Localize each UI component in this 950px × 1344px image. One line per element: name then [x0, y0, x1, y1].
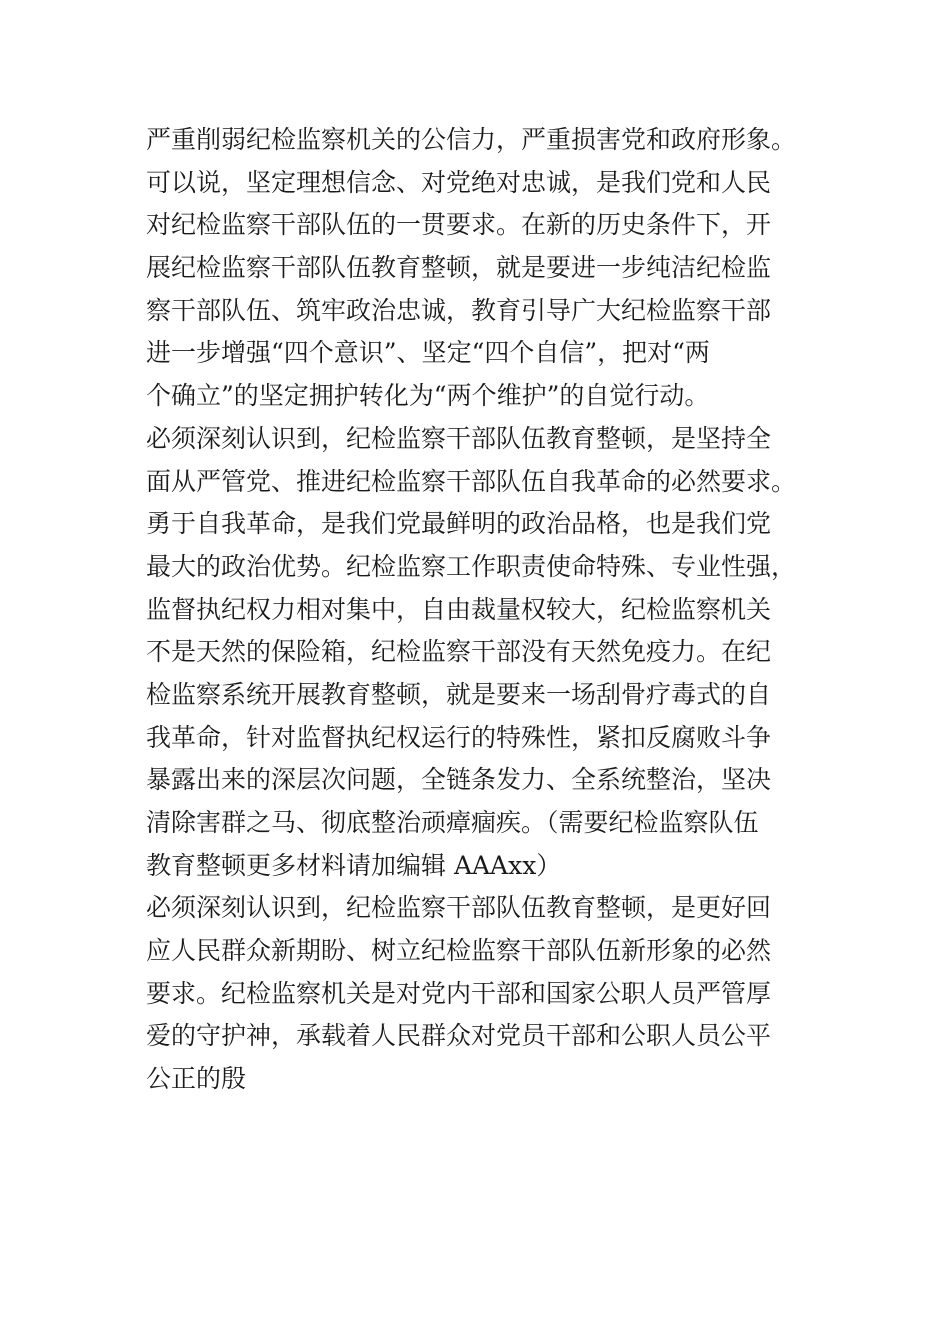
- text-line: 暴露出来的深层次问题，全链条发力、全系统整治，坚决: [146, 765, 772, 795]
- body-text: [146, 119, 826, 1101]
- text-line: 个确立”的坚定拥护转化为“两个维护”的自觉行动。: [146, 381, 710, 411]
- text-line: 应人民群众新期盼、树立纪检监察干部队伍新形象的必然: [146, 936, 772, 966]
- text-line: 察干部队伍、筑牢政治忠诚，教育引导广大纪检监察干部: [146, 295, 772, 325]
- text-line: 教育整顿更多材料请加编辑 AAAxx）: [146, 850, 562, 880]
- text-line: 进一步增强“四个意识”、坚定“四个自信”，把对“两: [146, 338, 710, 368]
- text-line: 检监察系统开展教育整顿，就是要来一场刮骨疗毒式的自: [146, 679, 772, 709]
- text-line: 可以说，坚定理想信念、对党绝对忠诚，是我们党和人民: [146, 167, 772, 197]
- text-line: 最大的政治优势。纪检监察工作职责使命特殊、专业性强，: [146, 551, 797, 581]
- text-line: 我革命，针对监督执纪权运行的特殊性，紧扣反腐败斗争: [146, 722, 772, 752]
- text-line: 勇于自我革命，是我们党最鲜明的政治品格，也是我们党: [146, 509, 772, 539]
- text-line: 不是天然的保险箱，纪检监察干部没有天然免疫力。在纪: [146, 637, 772, 667]
- text-line: 对纪检监察干部队伍的一贯要求。在新的历史条件下，开: [146, 210, 772, 240]
- text-line: 必须深刻认识到，纪检监察干部队伍教育整顿，是更好回: [146, 893, 772, 923]
- text-line: 要求。纪检监察机关是对党内干部和国家公职人员严管厚: [146, 978, 772, 1008]
- text-line: 监督执纪权力相对集中，自由裁量权较大，纪检监察机关: [146, 594, 772, 624]
- text-line: 公正的殷: [146, 1064, 247, 1094]
- text-line: 清除害群之马、彻底整治顽瘴痼疾。（需要纪检监察队伍: [146, 808, 759, 837]
- text-line: 展纪检监察干部队伍教育整顿，就是要进一步纯洁纪检监: [146, 253, 772, 283]
- text-line: 面从严管党、推进纪检监察干部队伍自我革命的必然要求。: [146, 466, 797, 496]
- text-line: 必须深刻认识到，纪检监察干部队伍教育整顿，是坚持全: [146, 423, 772, 453]
- text-line: 严重削弱纪检监察机关的公信力，严重损害党和政府形象。: [146, 125, 797, 154]
- text-line: 爱的守护神，承载着人民群众对党员干部和公职人员公平: [146, 1021, 772, 1051]
